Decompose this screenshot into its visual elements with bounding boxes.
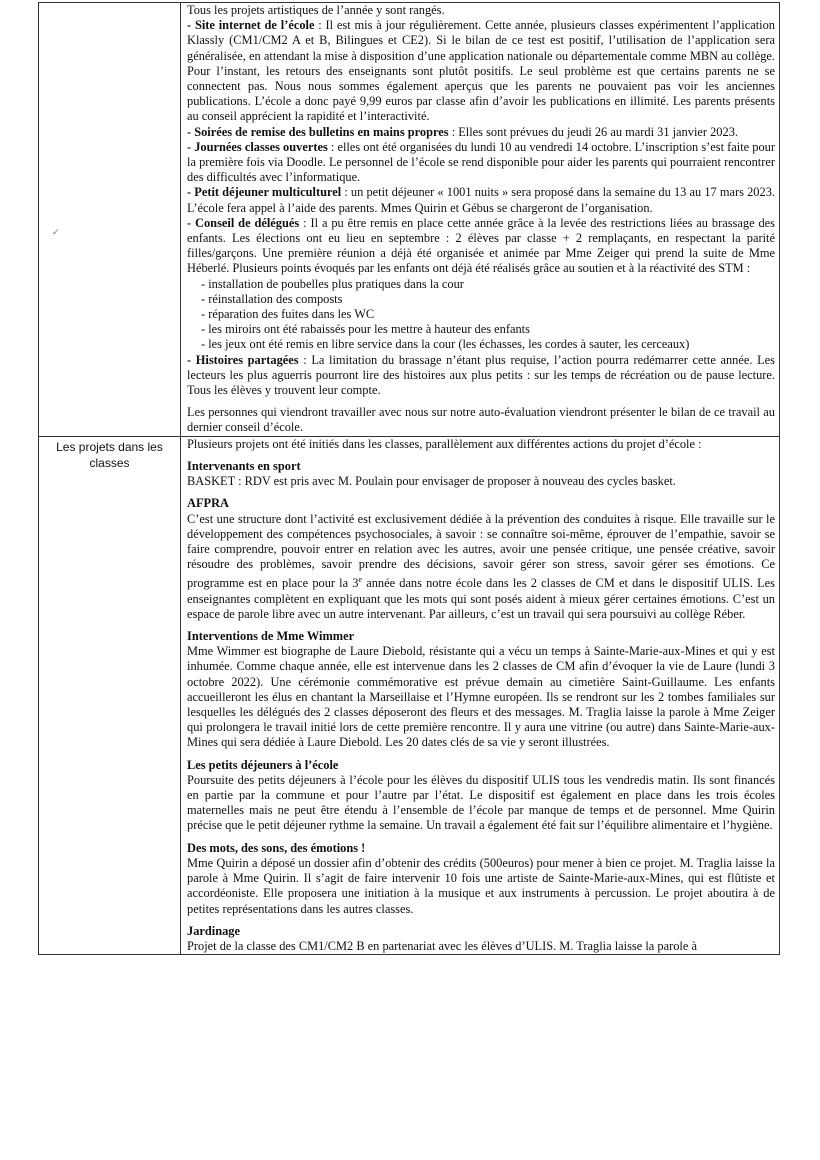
histoires-heading: - Histoires partagées	[187, 352, 299, 367]
table-row	[39, 436, 780, 954]
sport-text: BASKET : RDV est pris avec M. Poulain pour envisager de proposer à nouveau des cycles basket.	[187, 474, 676, 489]
list-item: - installation de poubelles plus pratiques dans la cour	[201, 276, 464, 291]
row-title: Les projets dans les classes	[56, 439, 163, 470]
histoires-text: : La limitation du brassage n’étant plus requise, l’action pourra redémarrer cette année. Les lecteurs les plus aguerris pourront lire des histoires aux plus petits : sur les temps de récréation ou de pause lecture. Tous les élèves y trouvent leur compte.	[187, 352, 775, 398]
journees-paragraph	[187, 140, 775, 186]
table-row	[39, 3, 780, 437]
projects-intro: Plusieurs projets ont été initiés dans les classes, parallèlement aux différentes actions du projet d’école :	[187, 436, 702, 451]
intro-line: Tous les projets artistiques de l’année y sont rangés.	[187, 3, 445, 17]
wimmer-heading: Interventions de Mme Wimmer	[187, 629, 355, 644]
minutes-table	[38, 2, 780, 955]
right-cell-actions	[181, 3, 780, 437]
histoires-paragraph	[187, 353, 775, 399]
soirees-paragraph	[187, 125, 775, 140]
mots-text: Mme Quirin a déposé un dossier afin d’obtenir des crédits (500euros) pour mener à bien ce projet. M. Traglia laisse la parole à Mme Quirin. Il s’agit de faire intervenir 10 fois une artiste de Sainte-Marie-aux-Mines, qui est flûtiste et accordéoniste. Elle proposera une initiation à la musique et aux instruments à percussion. Le projet aboutira à de petites représentations dans les autres classes.	[187, 855, 775, 916]
petitdej-paragraph	[187, 185, 775, 215]
afpra-text-part1: C’est une structure dont l’activité est exclusivement dédiée à la prévention des conduites à risque. Elle travaille sur le développement des compétences psychosociales, à savoir : se connaître soi-même, éprouver de l’empathie, savoir se faire comprendre, pouvoir entrer en relation avec les autres, avoir une pensée critique, une pensée créative, savoir résoudre des problèmes, savoir prendre des décisions, savoir gérer son stress, savoir gérer ses émotions. Ce programme est en place pour la 3	[187, 511, 775, 591]
dejeuners-text: Poursuite des petits déjeuners à l’école pour les élèves du dispositif ULIS tous les vendredis matin. Ils sont financés en partie par la commune et pour l’autre par l’état. Le dispositif est également en place dans les trois écoles maternelles mais ne peut être étendu à l’ensemble de l’école par manque de temps et de personnel. Mme Quirin précise que le petit déjeuner rythme la semaine. Un travail a également été fait sur l’équilibre alimentaire et l’hygiène.	[187, 772, 775, 833]
afpra-text-part2: année dans notre école dans les 2 classes de CM et dans le dispositif ULIS. Les enseignantes complètent en expliquant que les mots qui sont posés aident à mieux gérer certaines émotions. C’est un espace de parole libre avec un autre intervenant. Par ailleurs, c’est un travail qui sera poursuivi au collège Réber.	[187, 576, 775, 621]
list-item: - les miroirs ont été rabaissés pour les mettre à hauteur des enfants	[201, 322, 530, 337]
journees-heading: - Journées classes ouvertes	[187, 139, 328, 154]
jardinage-text: Projet de la classe des CM1/CM2 B en partenariat avec les élèves d’ULIS. M. Traglia laisse la parole à	[187, 938, 697, 953]
afpra-text	[187, 512, 775, 623]
soirees-heading: - Soirées de remise des bulletins en mains propres	[187, 124, 449, 139]
closing-paragraph: Les personnes qui viendront travailler avec nous sur notre auto-évaluation viendront présenter le bilan de ce travail au dernier conseil d’école.	[187, 405, 775, 435]
site-paragraph	[187, 18, 775, 124]
margin-tick-mark: ✓	[52, 228, 60, 238]
jardinage-heading: Jardinage	[187, 923, 241, 938]
conseil-paragraph	[187, 216, 775, 277]
journees-text: : elles ont été organisées du lundi 10 au vendredi 14 octobre. L’inscription s’est faite pour la première fois via Doodle. Le personnel de l’école se rend disponible pour aider les parents qui pourraient rencontrer des difficultés avec l’informatique.	[187, 139, 775, 185]
soirees-text: : Elles sont prévues du jeudi 26 au mardi 31 janvier 2023.	[448, 124, 738, 139]
wimmer-text: Mme Wimmer est biographe de Laure Diebold, résistante qui a vécu un temps à Sainte-Marie-aux-Mines et qui y est inhumée. Comme chaque année, elle est intervenue dans les 2 classes de CM afin d’évoquer la vie de Laure (lundi 3 octobre 2022). Une cérémonie commémorative est prévue demain au cimetière Saint-Guillaume. Les enfants accueilleront les élus en chantant la Marseillaise et l’Hymne européen. Ils se rendront sur les 2 tombes familiales sur lesquelles les délégués des 2 classes déposeront des fleurs et des messages. M. Traglia laisse la parole à Mme Zeiger qui prolongera le travail initié lors de cette première rencontre. Il y aura une vitrine (ou autre) dans Sainte-Marie-aux-Mines qui sera dédiée à Laure Diebold. Les 20 dates clés de sa vie y seront illustrées.	[187, 644, 775, 750]
sport-heading: Intervenants en sport	[187, 458, 301, 473]
afpra-superscript: e	[358, 575, 363, 585]
mots-heading: Des mots, des sons, des émotions !	[187, 840, 366, 855]
conseil-text: : Il a pu être remis en place cette année grâce à la levée des restrictions liées au brassage des enfants. Les élections ont eu lieu en septembre : 2 élèves par classe + 2 remplaçants, en respectant la parité filles/garçons. Une première réunion a déjà été organisée et animée par Mme Zeiger qui prend la suite de Mme Héberlé. Plusieurs points évoqués par les enfants ont déjà été réalisés grâce au soutien et à la réactivité des STM :	[187, 215, 775, 276]
list-item: - les jeux ont été remis en libre service dans la cour (les échasses, les cordes à sauter, les cerceaux)	[201, 337, 690, 352]
list-item: - réparation des fuites dans les WC	[201, 307, 375, 322]
site-heading: - Site internet de l’école	[187, 18, 315, 33]
site-text: : Il est mis à jour régulièrement. Cette année, plusieurs classes expérimentent l’application Klassly (CM1/CM2 A et B, Bilingues et CE2). Si le bilan de ce test est positif, l’utilisation de l’application sera généralisée, en attendant la mise à disposition d’une application nationale ou départementale comme MBN au collège. Pour l’instant, les retours des enseignants sont plutôt positifs. Le seul problème est que certains parents ne se connectent pas. Nous nous sommes également aperçus que les parents ne pouvaient pas voir les anciennes publications. L’école a donc payé 9,99 euros par classe afin d’avoir les publications en illimité. Les parents présents au conseil apprécient la rapidité et l’interactivité.	[187, 18, 775, 124]
right-cell-projects	[181, 436, 780, 954]
stm-list	[187, 277, 775, 353]
petitdej-heading: - Petit déjeuner multiculturel	[187, 185, 342, 200]
left-cell-empty	[39, 3, 181, 437]
list-item: - réinstallation des composts	[201, 291, 343, 306]
conseil-heading: - Conseil de délégués	[187, 215, 300, 230]
afpra-heading: AFPRA	[187, 496, 229, 511]
petitdej-text: : un petit déjeuner « 1001 nuits » sera proposé dans la semaine du 13 au 17 mars 2023. L’école fera appel à l’aide des parents. Mmes Quirin et Gébus se chargeront de l’organisation.	[187, 185, 775, 215]
left-cell-title	[39, 436, 181, 954]
dejeuners-heading: Les petits déjeuners à l’école	[187, 757, 339, 772]
